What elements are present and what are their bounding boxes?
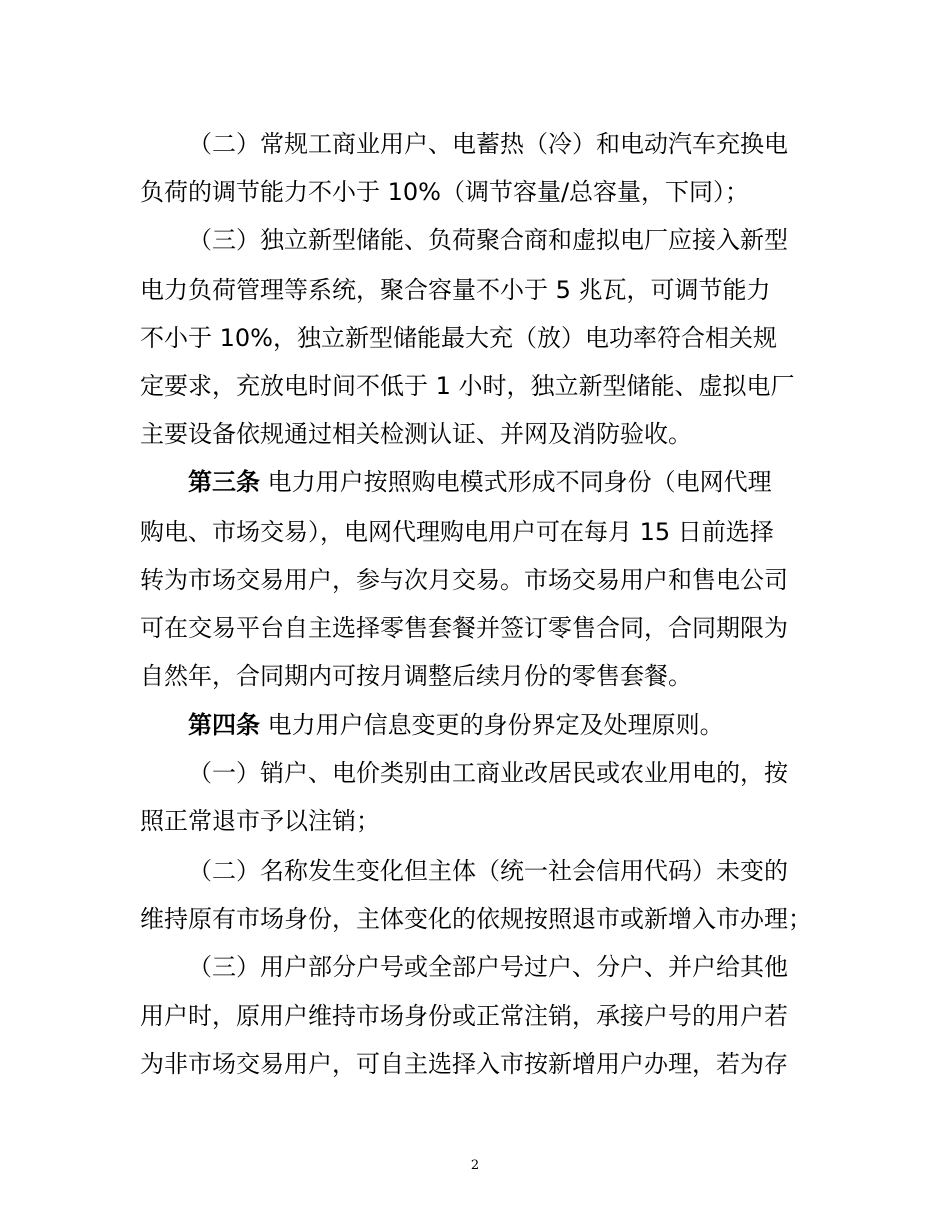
paragraph-line: 购电、市场交易），电网代理购电用户可在每月 15 日前选择 bbox=[140, 518, 774, 546]
article-text: 电力用户按照购电模式形成不同身份（电网代理 bbox=[267, 468, 772, 496]
paragraph-line: 负荷的调节能力不小于 10%（调节容量/总容量，下同）； bbox=[140, 178, 750, 206]
paragraph-line: 电力负荷管理等系统，聚合容量不小于 5 兆瓦，可调节能力 bbox=[140, 276, 771, 304]
paragraph-line: 不小于 10%，独立新型储能最大充（放）电功率符合相关规 bbox=[140, 324, 777, 352]
paragraph-line: 为非市场交易用户，可自主选择入市按新增用户办理，若为存 bbox=[140, 1050, 788, 1078]
paragraph-line: （一）销户、电价类别由工商业改居民或农业用电的，按 bbox=[188, 759, 788, 787]
paragraph-line: 定要求，充放电时间不低于 1 小时，独立新型储能、虚拟电厂 bbox=[140, 372, 795, 400]
article-four-line bbox=[188, 710, 724, 740]
paragraph-line: 用户时，原用户维持市场身份或正常注销，承接户号的用户若 bbox=[140, 1002, 788, 1030]
article-heading: 第三条 bbox=[188, 468, 260, 496]
paragraph-line: 照正常退市予以注销； bbox=[140, 807, 380, 835]
paragraph-line: （三）用户部分户号或全部户号过户、分户、并户给其他 bbox=[188, 953, 788, 981]
paragraph-line: 转为市场交易用户，参与次月交易。市场交易用户和售电公司 bbox=[140, 566, 788, 594]
paragraph-line: 主要设备依规通过相关检测认证、并网及消防验收。 bbox=[140, 420, 692, 448]
paragraph-line: 自然年，合同期内可按月调整后续月份的零售套餐。 bbox=[140, 662, 692, 690]
paragraph-line: （二）常规工商业用户、电蓄热（冷）和电动汽车充换电 bbox=[188, 130, 788, 158]
article-three-line bbox=[188, 467, 772, 497]
article-text: 电力用户信息变更的身份界定及处理原则。 bbox=[267, 711, 724, 739]
paragraph-line: （二）名称发生变化但主体（统一社会信用代码）未变的 bbox=[188, 857, 788, 885]
paragraph-line: （三）独立新型储能、负荷聚合商和虚拟电厂应接入新型 bbox=[188, 226, 788, 254]
paragraph-line: 可在交易平台自主选择零售套餐并签订零售合同，合同期限为 bbox=[140, 614, 788, 642]
page-number: 2 bbox=[470, 1158, 480, 1173]
paragraph-line: 维持原有市场身份，主体变化的依规按照退市或新增入市办理； bbox=[140, 905, 812, 933]
article-heading: 第四条 bbox=[188, 711, 260, 739]
